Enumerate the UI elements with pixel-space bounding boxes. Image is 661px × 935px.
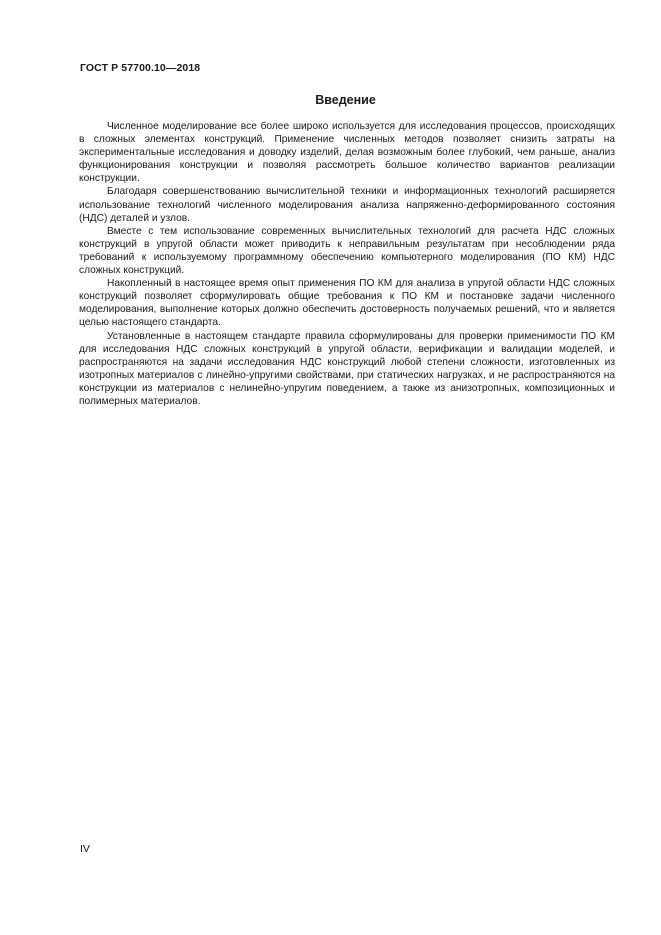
body-text <box>79 120 615 408</box>
paragraph-4: Накопленный в настоящее время опыт применения ПО КМ для анализа в упругой области НДС сложных конструкций позволяет сформулировать общие требования к ПО КМ и постановке задачи численного моделирования, выполнение которых должно обеспечить достоверность получаемых решений, что и является целью настоящего стандарта. <box>79 278 615 329</box>
paragraph-5: Установленные в настоящем стандарте правила сформулированы для проверки применимости ПО КМ для исследования НДС сложных конструкций в упругой области, верификации и валидации моделей, и распространяются на задачи исследования НДС конструкций любой степени сложности, изготовленных из изотропных материалов с линейно-упругими свойствами, при статических нагрузках, и не распространяются на конструкции из материалов с нелинейно-упругим поведением, а также из анизотропных, композиционных и полимерных материалов. <box>79 330 615 407</box>
paragraph-2: Благодаря совершенствованию вычислительной техники и информационных технологий расширяется использование технологий численного моделирования анализа напряженно-деформированного состояния (НДС) деталей и узлов. <box>79 186 615 224</box>
page-number: IV <box>80 843 90 855</box>
paragraph-3: Вместе с тем использование современных вычислительных технологий для расчета НДС сложных конструкций в упругой области может приводить к неправильным результатам при несоблюдении ряда требований к используемому программному обеспечению компьютерного моделирования (ПО КМ) НДС сложных конструкций. <box>79 225 615 277</box>
section-title: Введение <box>315 93 376 107</box>
document-code-header: ГОСТ Р 57700.10—2018 <box>80 62 201 74</box>
paragraph-1: Численное моделирование все более широко используется для исследования процессов, происходящих в сложных элементах конструкций. Применение численных методов позволяет снизить затраты на экспериментальные исследования и доводку изделий, делая возможным более глубокий, чем раньше, анализ функционирования конструкции и позволяя рассмотреть большое количество вариантов реализации конструкции. <box>79 121 615 185</box>
